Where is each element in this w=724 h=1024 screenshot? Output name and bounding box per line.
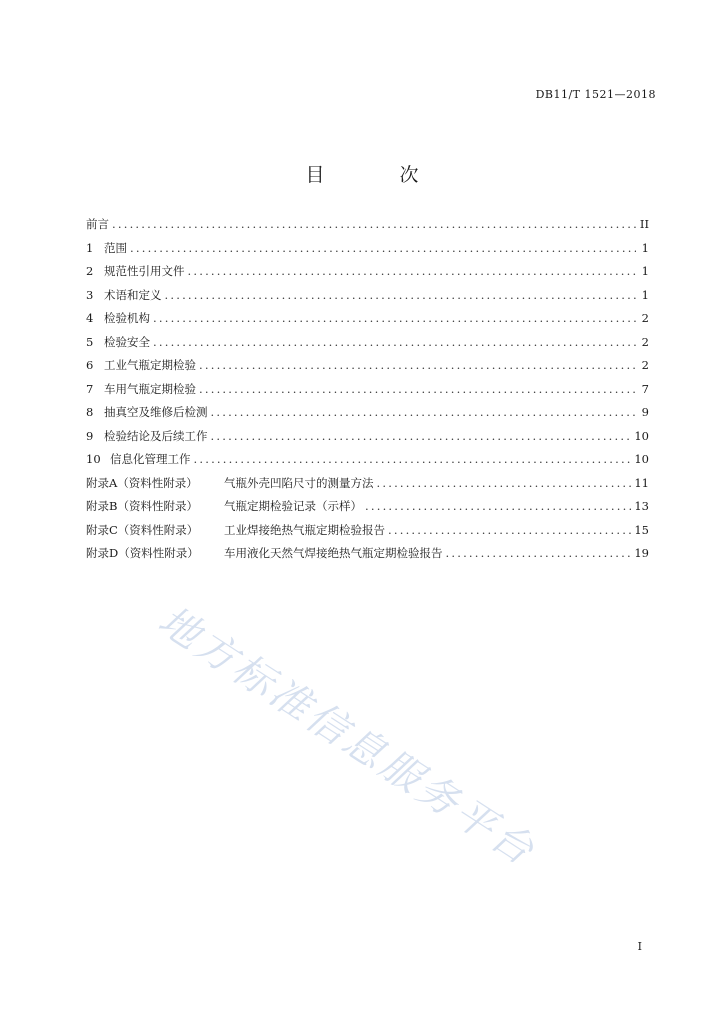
toc-leader-dots bbox=[199, 382, 636, 396]
toc-leader-dots bbox=[377, 476, 632, 490]
toc-entry-label: 检验机构 bbox=[104, 311, 150, 325]
toc-entry-page: 1 bbox=[641, 240, 649, 255]
toc-leader-dots bbox=[153, 335, 636, 349]
toc-entry-label: 术语和定义 bbox=[104, 287, 162, 302]
toc-entry-page: 19 bbox=[634, 546, 649, 560]
toc-entry-number: 8 bbox=[86, 405, 94, 419]
toc-entry-number: 9 bbox=[86, 428, 94, 443]
toc-entry-8[interactable] bbox=[86, 404, 649, 428]
toc-entry-number: 4 bbox=[86, 311, 94, 325]
toc-entry-page: 15 bbox=[634, 522, 649, 537]
toc-entry-page: 2 bbox=[641, 334, 649, 349]
toc-entry-5[interactable] bbox=[86, 334, 649, 358]
toc-entry-9[interactable] bbox=[86, 428, 649, 452]
toc-entry-appendix-b[interactable] bbox=[86, 498, 649, 522]
toc-leader-dots bbox=[199, 358, 636, 372]
toc-entry-label: 检验安全 bbox=[104, 334, 150, 349]
toc-entry-number: 3 bbox=[86, 287, 94, 302]
toc-appendix-id: 附录D（资料性附录） bbox=[86, 546, 199, 560]
toc-title: 目 次 bbox=[305, 164, 447, 186]
toc-entry-3[interactable] bbox=[86, 287, 649, 311]
toc-entry-label: 工业焊接绝热气瓶定期检验报告 bbox=[224, 522, 385, 537]
toc-entry-label: 前言 bbox=[86, 217, 109, 231]
toc-entry-page: 10 bbox=[634, 428, 649, 443]
toc-leader-dots bbox=[365, 499, 631, 513]
toc-entry-page: 10 bbox=[634, 452, 649, 466]
toc-entry-page: 9 bbox=[641, 405, 649, 419]
toc-leader-dots bbox=[130, 241, 636, 255]
toc-leader-dots bbox=[112, 217, 636, 231]
watermark: 地方标准信息服务平台 bbox=[150, 597, 545, 876]
toc-appendix-id: 附录B（资料性附录） bbox=[86, 499, 198, 513]
document-code: DB11/T 1521—2018 bbox=[535, 88, 656, 101]
page-number: I bbox=[637, 940, 642, 953]
toc-entry-label: 气瓶定期检验记录（示样） bbox=[224, 499, 362, 513]
toc-entry-number: 1 bbox=[86, 240, 94, 255]
toc-entry-label: 信息化管理工作 bbox=[110, 452, 191, 466]
toc-entry-4[interactable] bbox=[86, 310, 649, 334]
toc-entry-label: 气瓶外壳凹陷尺寸的测量方法 bbox=[224, 475, 374, 490]
toc-entry-page: 1 bbox=[641, 287, 649, 302]
toc-entry-label: 抽真空及维修后检测 bbox=[104, 405, 208, 419]
toc-leader-dots bbox=[194, 452, 632, 466]
toc-entry-number: 2 bbox=[86, 264, 94, 278]
toc-leader-dots bbox=[211, 429, 632, 443]
toc-entry-label: 范围 bbox=[104, 240, 127, 255]
table-of-contents bbox=[86, 216, 649, 569]
toc-entry-7[interactable] bbox=[86, 381, 649, 405]
toc-entry-page: 7 bbox=[641, 381, 649, 396]
toc-entry-page: 13 bbox=[634, 499, 649, 513]
toc-appendix-id: 附录C（资料性附录） bbox=[86, 522, 199, 537]
toc-entry-appendix-a[interactable] bbox=[86, 475, 649, 499]
toc-entry-page: 2 bbox=[641, 311, 649, 325]
toc-appendix-id: 附录A（资料性附录） bbox=[86, 475, 198, 490]
toc-leader-dots bbox=[388, 523, 631, 537]
toc-entry-label: 规范性引用文件 bbox=[104, 264, 185, 278]
toc-entry-6[interactable] bbox=[86, 357, 649, 381]
toc-entry-number: 7 bbox=[86, 381, 94, 396]
toc-entry-label: 车用气瓶定期检验 bbox=[104, 381, 196, 396]
toc-entry-1[interactable] bbox=[86, 240, 649, 264]
toc-entry-page: 11 bbox=[634, 475, 649, 490]
toc-entry-label: 车用液化天然气焊接绝热气瓶定期检验报告 bbox=[224, 546, 443, 560]
toc-entry-label: 检验结论及后续工作 bbox=[104, 428, 208, 443]
toc-entry-appendix-c[interactable] bbox=[86, 522, 649, 546]
toc-entry-page: II bbox=[639, 217, 649, 231]
toc-entry-number: 5 bbox=[86, 334, 94, 349]
toc-entry-page: 1 bbox=[641, 264, 649, 278]
toc-leader-dots bbox=[446, 546, 632, 560]
toc-entry-2[interactable] bbox=[86, 263, 649, 287]
toc-entry-foreword[interactable] bbox=[86, 216, 649, 240]
toc-leader-dots bbox=[153, 311, 636, 325]
toc-entry-10[interactable] bbox=[86, 451, 649, 475]
toc-entry-number: 6 bbox=[86, 358, 94, 372]
toc-leader-dots bbox=[188, 264, 637, 278]
toc-entry-number: 10 bbox=[86, 452, 101, 466]
toc-entry-label: 工业气瓶定期检验 bbox=[104, 358, 196, 372]
toc-entry-appendix-d[interactable] bbox=[86, 545, 649, 569]
toc-leader-dots bbox=[211, 405, 637, 419]
toc-entry-page: 2 bbox=[641, 358, 649, 372]
toc-leader-dots bbox=[165, 288, 637, 302]
